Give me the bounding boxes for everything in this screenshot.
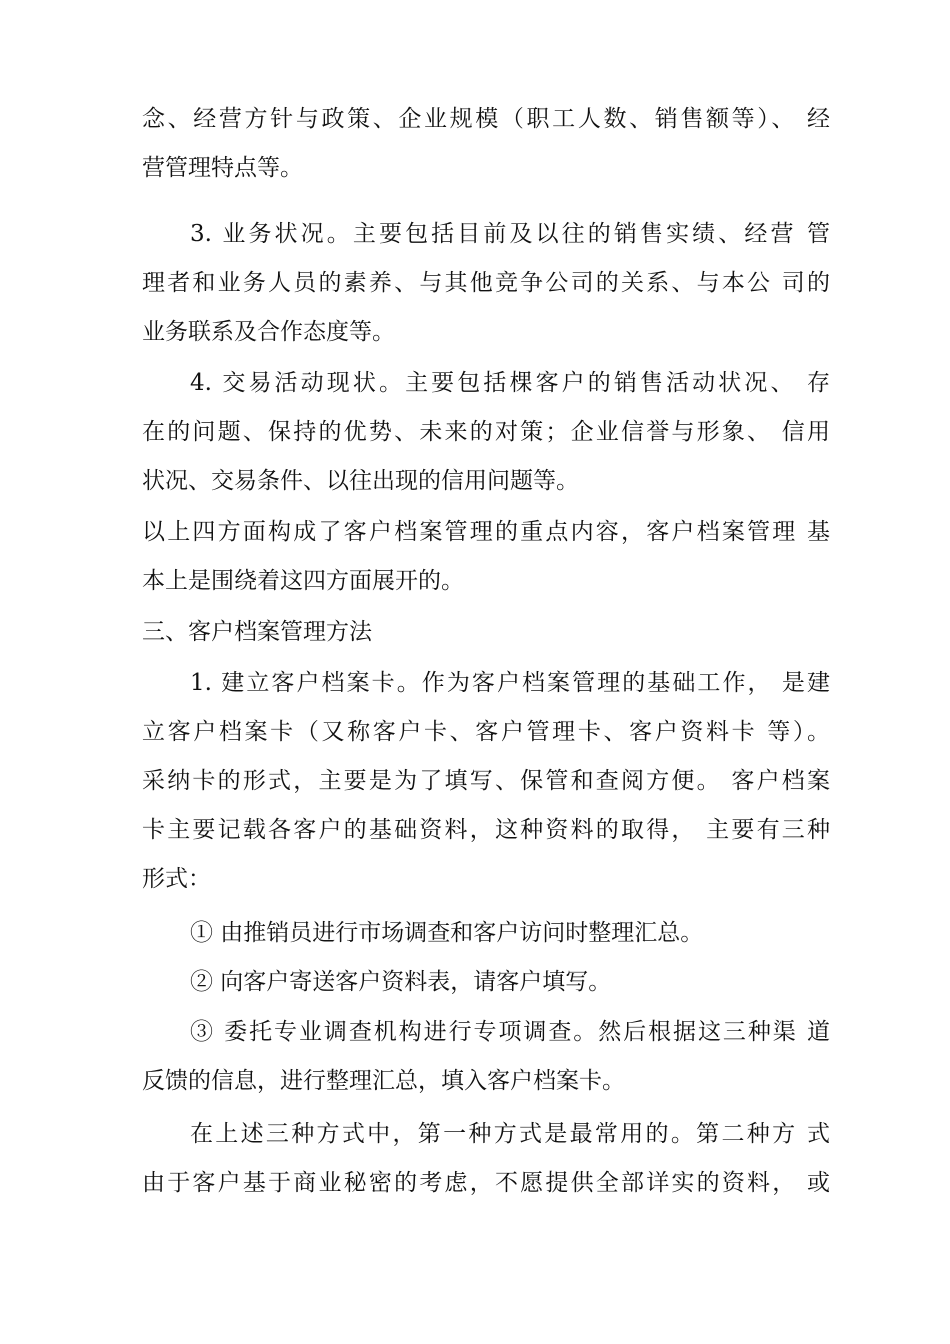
list-item: ② 向客户寄送客户资料表，请客户填写。 <box>190 969 612 995</box>
text-line: 业务联系及合作态度等。 <box>142 319 395 345</box>
text-line: 3. 业务状况。主要包括目前及以往的销售实绩、经营 管 <box>190 221 830 247</box>
text-line: 1. 建立客户档案卡。作为客户档案管理的基础工作， 是建 <box>190 670 830 696</box>
section-heading: 三、客户档案管理方法 <box>142 619 372 645</box>
list-item: ① 由推销员进行市场调查和客户访问时整理汇总。 <box>190 920 704 946</box>
text-line: 形式： <box>142 866 211 892</box>
list-item: ③ 委托专业调查机构进行专项调查。然后根据这三种渠 道 <box>190 1019 830 1045</box>
text-line: 由于客户基于商业秘密的考虑，不愿提供全部详实的资料， 或 <box>142 1170 830 1196</box>
text-line: 状况、交易条件、以往出现的信用问题等。 <box>142 468 579 494</box>
text-line: 营管理特点等。 <box>142 155 303 181</box>
text-line: 以上四方面构成了客户档案管理的重点内容，客户档案管理 基 <box>142 519 830 545</box>
text-line: 4. 交易活动现状。主要包括棵客户的销售活动状况、 存 <box>190 370 830 396</box>
text-line: 立客户档案卡（又称客户卡、客户管理卡、客户资料卡 等）。 <box>142 719 830 745</box>
text-line: 在上述三种方式中，第一种方式是最常用的。第二种方 式 <box>190 1121 830 1147</box>
text-line: 理者和业务人员的素养、与其他竞争公司的关系、与本公 司的 <box>142 270 830 296</box>
text-line: 反馈的信息，进行整理汇总，填入客户档案卡。 <box>142 1068 625 1094</box>
text-line: 念、经营方针与政策、企业规模（职工人数、销售额等）、 经 <box>142 106 830 132</box>
text-line: 在的问题、保持的优势、未来的对策；企业信誉与形象、 信用 <box>142 419 830 445</box>
text-line: 本上是围绕着这四方面展开的。 <box>142 568 464 594</box>
text-line: 采纳卡的形式，主要是为了填写、保管和查阅方便。 客户档案 <box>142 768 830 794</box>
text-line: 卡主要记载各客户的基础资料，这种资料的取得， 主要有三种 <box>142 817 830 843</box>
